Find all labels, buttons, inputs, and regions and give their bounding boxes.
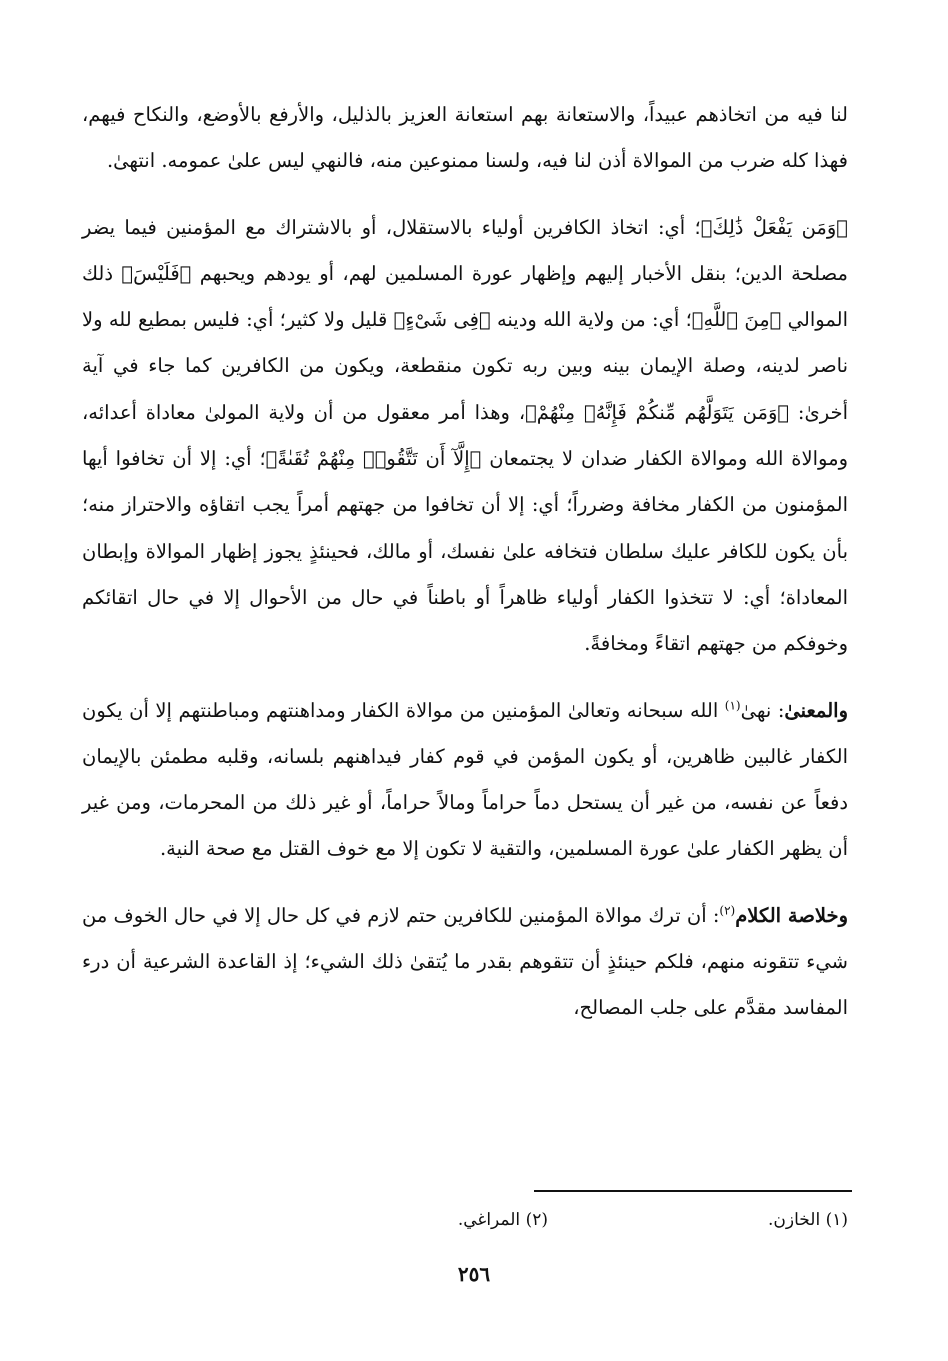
paragraph-3-heading: والمعنىٰ: [784, 698, 848, 722]
footnote-divider: [534, 1190, 852, 1192]
footnote-1-marker: (١): [825, 1210, 848, 1230]
paragraph-4: [82, 893, 848, 1032]
paragraph-3-text-a: : نهىٰ: [740, 698, 785, 722]
paragraph-3: [82, 688, 848, 873]
footnote-1-text: الخازن.: [768, 1210, 821, 1230]
footnotes: [300, 1205, 848, 1235]
paragraph-1: [82, 92, 848, 185]
page-number: ٢٥٦: [457, 1262, 491, 1286]
footnote-2: [458, 1205, 548, 1235]
paragraph-2: [82, 205, 848, 668]
main-text: [82, 92, 848, 1032]
paragraph-3-text-b: الله سبحانه وتعالىٰ المؤمنين من موالاة الكفار ومداهنتهم ومباطنتهم إلا أن يكون الكفار غالبين ظاهرين، أو يكون المؤمن في قوم كفار فيداهنهم بلسانه، وقلبه مطمئن بالإيمان دفعاً عن نفسه، من غير أن يستحل دماً حراماً ومالاً حراماً، أو غير ذلك من المحرمات، ومن غير أن يظهر الكفار علىٰ عورة المسلمين، والتقية لا تكون إلا مع خوف القتل مع صحة النية.: [82, 698, 848, 861]
paragraph-1-text: لنا فيه من اتخاذهم عبيداً، والاستعانة بهم استعانة العزيز بالذليل، والأرفع بالأوضع، والنكاح فيهم، فهذا كله ضرب من الموالاة أذن لنا فيه، ولسنا ممنوعين منه، فالنهي ليس علىٰ عمومه. انتهىٰ.: [82, 103, 848, 173]
footnote-2-marker: (٢): [525, 1210, 548, 1230]
footnote-ref-1[interactable]: (١): [724, 698, 741, 713]
paragraph-4-heading: وخلاصة الكلام: [735, 903, 848, 927]
footnote-ref-2[interactable]: (٢): [719, 903, 736, 918]
paragraph-2-text: ﴿وَمَن يَفْعَلْ ذَٰلِكَ﴾؛ أي: اتخاذ الكافرين أولياء بالاستقلال، أو بالاشتراك مع المؤمنين فيما يضر مصلحة الدين؛ بنقل الأخبار إليهم وإظهار عورة المسلمين لهم، أو يودهم ويحبهم ﴿فَلَيْسَ﴾ ذلك الموالي ﴿مِنَ ٱللَّهِ﴾؛ أي: من ولاية الله ودينه ﴿فِى شَىْءٍ﴾ قليل ولا كثير؛ أي: فليس بمطيع لله ولا ناصر لدينه، وصلة الإيمان بينه وبين ربه تكون منقطعة، ويكون من الكافرين كما جاء في آية أخرىٰ: ﴿وَمَن يَتَوَلَّهُم مِّنكُمْ فَإِنَّهُۥ مِنْهُمْ﴾، وهذا أمر معقول من أن ولاية المولىٰ معاداة أعدائه، وموالاة الله وموالاة الكفار ضدان لا يجتمعان ﴿إِلَّآ أَن تَتَّقُوا۟ مِنْهُمْ تُقَىٰةً﴾؛ أي: إلا أن تخافوا أيها المؤمنون من الكفار مخافة وضرراً؛ أي: إلا أن تخافوا من جهتهم أمراً يجب اتقاؤه والاحتراز منه؛ بأن يكون للكافر عليك سلطان فتخافه علىٰ نفسك، أو مالك، فحينئذٍ يجوز إظهار الموالاة وإبطان المعاداة؛ أي: لا تتخذوا الكفار أولياء ظاهراً أو باطناً في حال من الأحوال إلا في حال اتقائكم وخوفكم من جهتهم اتقاءً ومخافةً.: [82, 215, 848, 656]
footnote-1: [548, 1205, 848, 1235]
footnote-2-text: المراغي.: [457, 1210, 521, 1230]
paragraph-4-text: : أن ترك موالاة المؤمنين للكافرين حتم لازم في كل حال إلا في حال الخوف من شيء تتقونه منهم، فلكم حينئذٍ أن تتقوهم بقدر ما يُتقىٰ ذلك الشيء؛ إذ القاعدة الشرعية أن درء المفاسد مقدَّم على جلب المصالح،: [82, 903, 848, 1020]
